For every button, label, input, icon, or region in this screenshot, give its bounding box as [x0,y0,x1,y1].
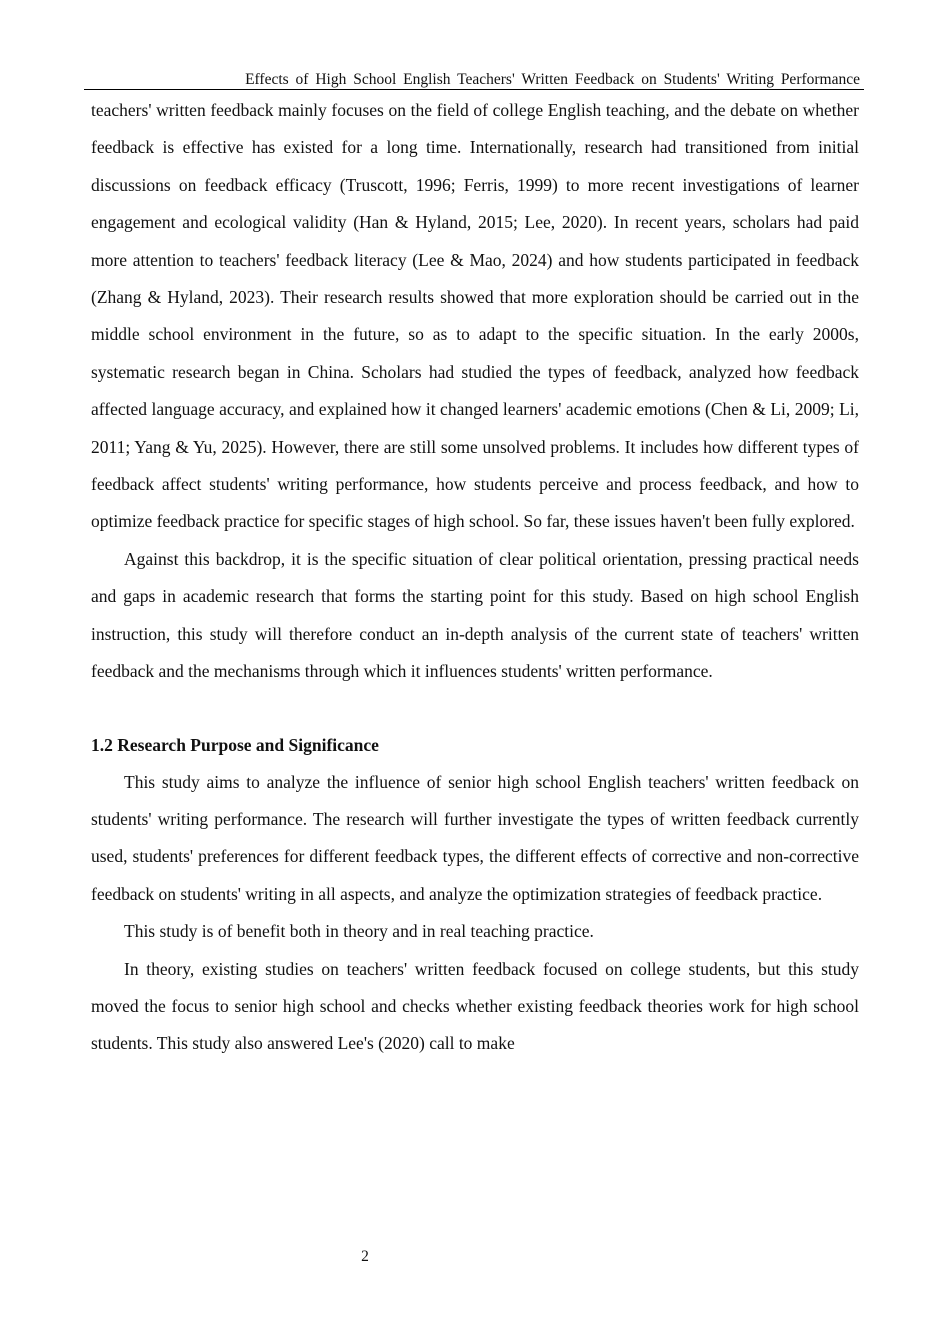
paragraph-continued: teachers' written feedback mainly focuses on the field of college English teaching, and the debate on whether feedback is effective has existed for a long time. Internationally, research had transitioned from initial discussions on feedback efficacy (Truscott, 1996; Ferris, 1999) to more recent investigations of learner engagement and ecological validity (Han & Hyland, 2015; Lee, 2020). In recent years, scholars had paid more attention to teachers' feedback literacy (Lee & Mao, 2024) and how students participated in feedback (Zhang & Hyland, 2023). Their research results showed that more exploration should be carried out in the middle school environment in the future, so as to adapt to the specific situation. In the early 2000s, systematic research began in China. Scholars had studied the types of feedback, analyzed how feedback affected language accuracy, and explained how it changed learners' academic emotions (Chen & Li, 2009; Li, 2011; Yang & Yu, 2025). However, there are still some unsolved problems. It includes how different types of feedback affect students' writing performance, how students perceive and process feedback, and how to optimize feedback practice for specific stages of high school. So far, these issues haven't been fully explored. [91,100,859,532]
paragraph-theory: In theory, existing studies on teachers' written feedback focused on college students, but this study moved the focus to senior high school and checks whether existing feedback theories work for high school students. This study also answered Lee's (2020) call to make [91,958,859,1054]
page-number: 2 [361,1248,369,1265]
section-heading: 1.2 Research Purpose and Significance [91,734,379,755]
running-header: Effects of High School English Teachers' Written Feedback on Students' Writing Performance [84,70,864,90]
page-body [91,92,859,1063]
paragraph-purpose: This study aims to analyze the influence of senior high school English teachers' written feedback on students' writing performance. The research will further investigate the types of written feedback currently used, students' preferences for different feedback types, the different effects of corrective and non-corrective feedback on students' writing in all aspects, and analyze the optimization strategies of feedback practice. [91,771,859,904]
paragraph-backdrop: Against this backdrop, it is the specific situation of clear political orientation, pressing practical needs and gaps in academic research that forms the starting point for this study. Based on high school English instruction, this study will therefore conduct an in-depth analysis of the current state of teachers' written feedback and the mechanisms through which it influences students' written performance. [91,548,859,682]
paragraph-benefit: This study is of benefit both in theory and in real teaching practice. [124,921,594,942]
